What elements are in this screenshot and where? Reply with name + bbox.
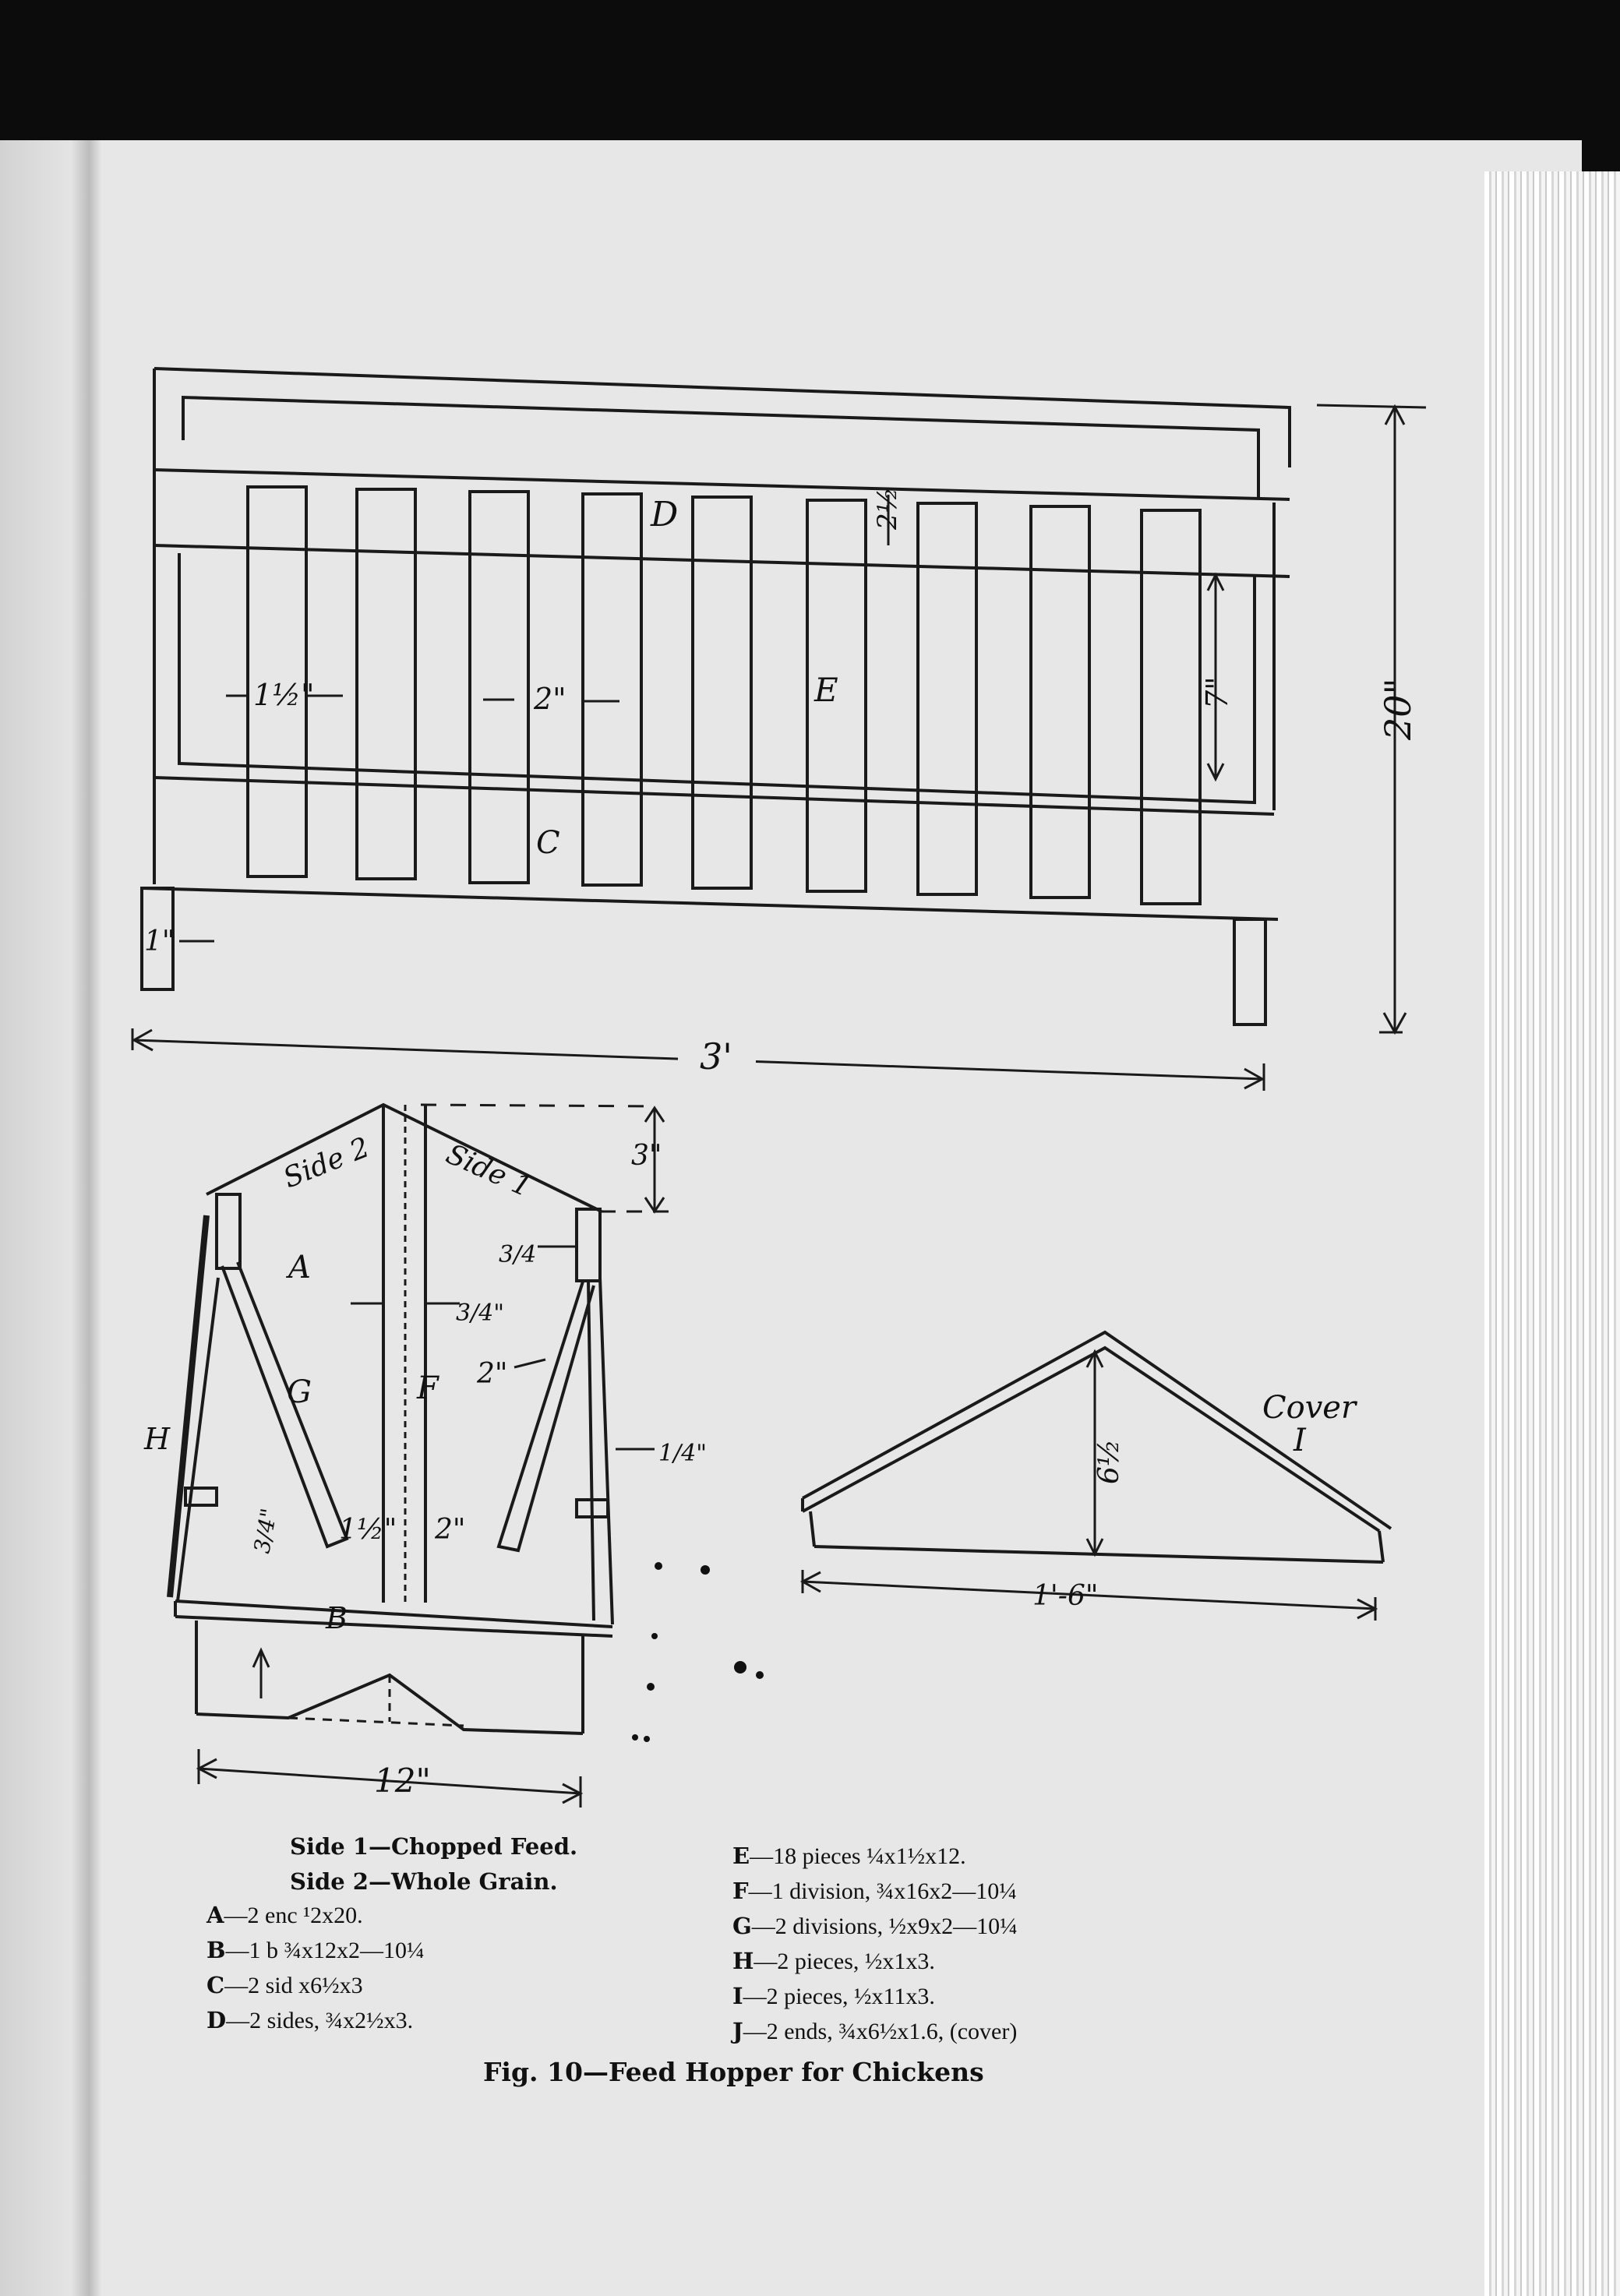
part-item: H—2 pieces, ½x1x3. (732, 1948, 935, 1974)
dim-cover-width: 1'-6" (1032, 1580, 1099, 1612)
part-item: D—2 sides, ¾x2½x3. (206, 2007, 414, 2033)
dim-gap-right: 2" (435, 1514, 466, 1546)
dim-peak: 3" (631, 1140, 662, 1172)
label-cover: Cover (1262, 1390, 1357, 1426)
dim-opening: 7" (1200, 676, 1234, 709)
dim-height: 20" (1377, 678, 1419, 740)
part-item: A—2 enc ¹2x20. (206, 1902, 363, 1928)
label-i: I (1294, 1423, 1306, 1458)
dim-base: 3/4" (249, 1506, 282, 1556)
label-h: H (144, 1422, 171, 1456)
part-item: J—2 ends, ¾x6½x1.6, (cover) (732, 2018, 1018, 2044)
figure-caption: Fig. 10—Feed Hopper for Chickens (483, 2057, 984, 2087)
part-item: I—2 pieces, ½x11x3. (732, 1983, 935, 2009)
caption-side1: Side 1—Chopped Feed. (290, 1833, 578, 1860)
part-item: F—1 division, ¾x16x2—10¼ (732, 1878, 1017, 1904)
dim-width: 12" (374, 1762, 431, 1800)
dim-length: 3' (700, 1035, 732, 1077)
parts-list-left (206, 1898, 425, 2038)
label-b: B (326, 1601, 348, 1635)
dim-gap-left: 1½" (339, 1514, 397, 1546)
dim-div-thick: 3/4" (456, 1300, 505, 1327)
part-item: G—2 divisions, ½x9x2—10¼ (732, 1913, 1018, 1939)
part-item: E—18 pieces ¼x1½x12. (732, 1843, 966, 1869)
cover-view-labels (1032, 1390, 1358, 1612)
label-c: C (536, 825, 560, 861)
dim-end-thick: 3/4 (499, 1241, 537, 1268)
label-e: E (814, 671, 838, 709)
dim-d-height: 2½ (872, 487, 903, 530)
label-a: A (288, 1250, 311, 1286)
label-d: D (651, 495, 679, 534)
dim-leg: 1" (144, 926, 175, 958)
label-f: F (417, 1370, 439, 1406)
dim-slat-gap: 2" (534, 682, 566, 716)
dim-cover-height: 6½ (1093, 1439, 1125, 1484)
scan-specks (632, 1562, 764, 1742)
label-g: G (287, 1374, 312, 1410)
parts-list-right (732, 1839, 1018, 2049)
part-item: C—2 sid x6½x3 (206, 1972, 363, 1998)
hopper-end-view (170, 1105, 612, 1733)
dim-slant: 2" (477, 1358, 508, 1390)
dim-slat-width: 1½" (253, 678, 315, 712)
part-item: B—1 b ¾x12x2—10¼ (206, 1937, 425, 1963)
caption-side2: Side 2—Whole Grain. (290, 1868, 558, 1895)
label-side2: Side 2 (279, 1131, 374, 1195)
label-side1: Side 1 (441, 1137, 536, 1204)
dim-side-thick: 1/4" (658, 1440, 708, 1467)
